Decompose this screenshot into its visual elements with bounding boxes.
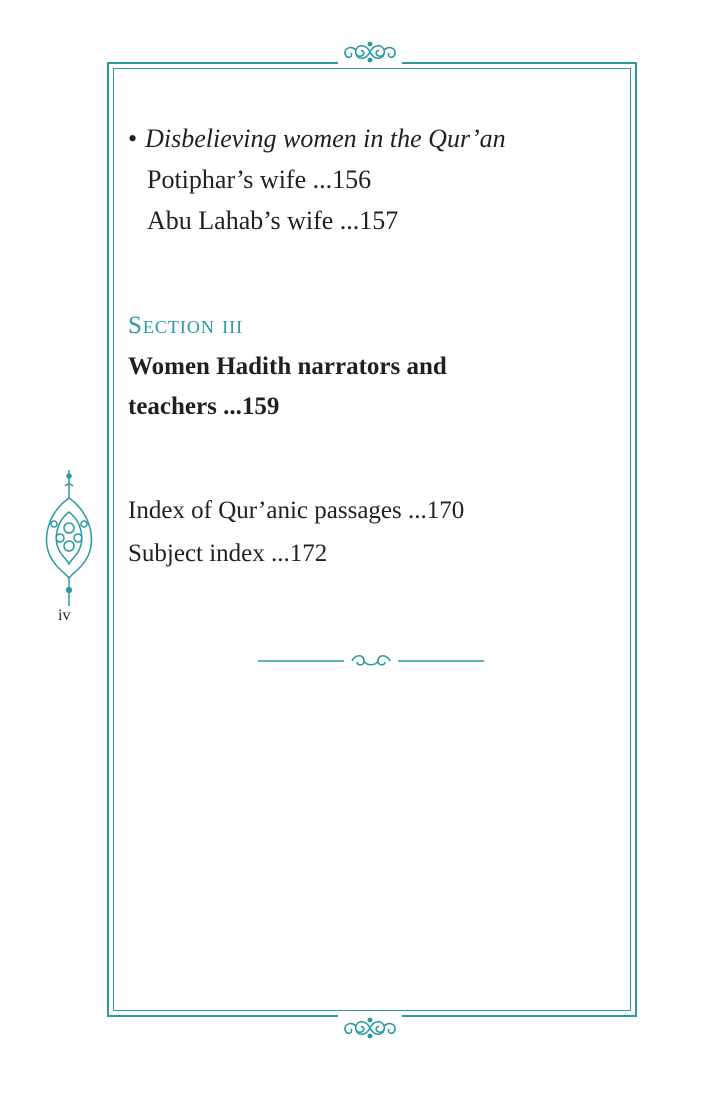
contents-list [128,118,608,575]
section-title [128,347,608,427]
side-floral-ornament-icon [38,468,100,608]
top-scroll-ornament-icon [338,38,402,66]
page-number: iv [58,607,71,624]
index-entry: Index of Qur’anic passages ...170 [128,497,465,524]
index-entry: Subject index ...172 [128,540,328,567]
index-list [128,489,608,575]
section-title-line: Women Hadith narrators and [128,353,447,380]
contents-bullet-heading [128,118,608,159]
section-title-line: teachers ...159 [128,393,280,420]
contents-sub-entry: Potiphar’s wife ...156 [147,165,372,194]
bullet-marker: • [128,124,138,153]
bottom-scroll-ornament-icon [338,1014,402,1042]
bullet-heading-text: Disbelieving women in the Qur’an [145,124,506,153]
swirl-divider-icon [258,649,484,673]
contents-sub-entry: Abu Lahab’s wife ...157 [147,206,399,235]
section-label: Section iii [128,312,244,339]
